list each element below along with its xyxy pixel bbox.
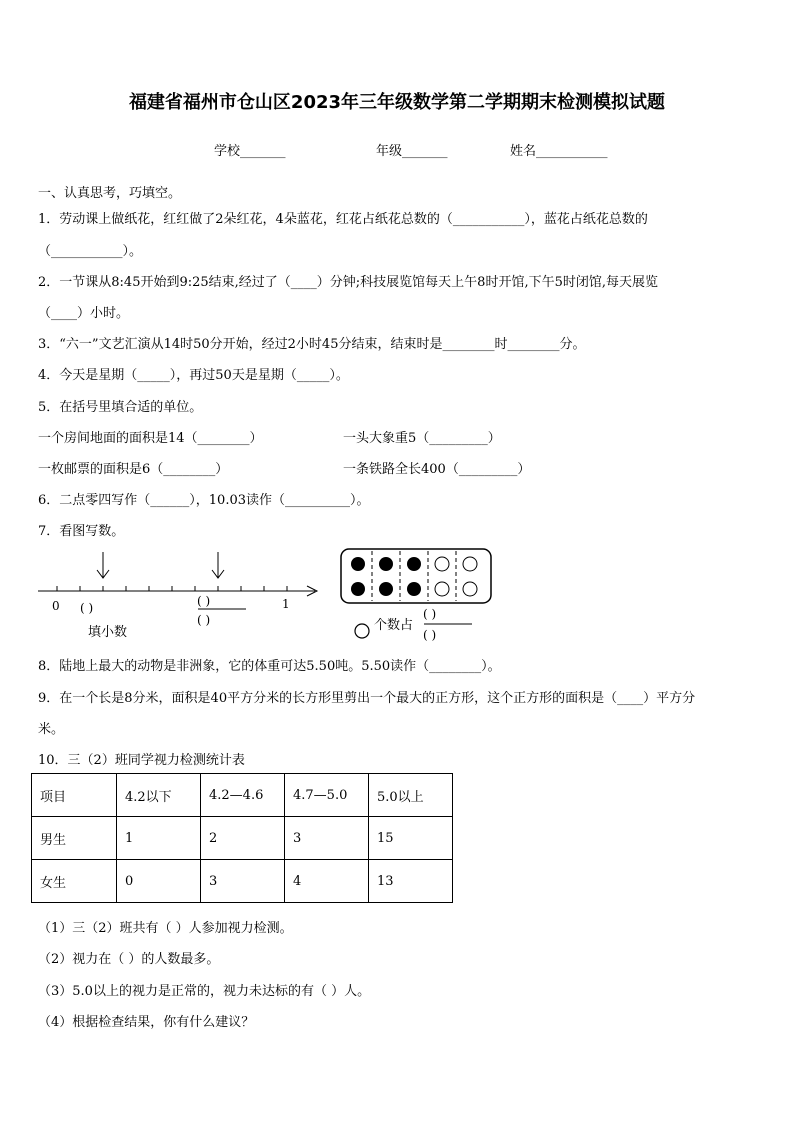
- table-row: [32, 860, 453, 903]
- ratio-denominator-paren: ( ): [423, 628, 437, 642]
- table-cell: 男生: [32, 817, 117, 860]
- question-1-line-2: （___________）。: [38, 244, 143, 259]
- table-cell: 女生: [32, 860, 117, 903]
- count-ratio-label: 个数占: [374, 618, 414, 633]
- table-cell: 2: [201, 817, 285, 860]
- question-6: 6．二点零四写作（______），10.03读作（__________）。: [38, 493, 370, 508]
- question-4: 4．今天是星期（_____），再过50天是星期（_____）。: [38, 368, 349, 383]
- ratio-numerator-paren: ( ): [423, 607, 437, 621]
- question-7: 7．看图写数。: [38, 524, 125, 539]
- table-header-cell: 5.0以上: [369, 774, 453, 817]
- table-cell: 13: [369, 860, 453, 903]
- grade-field: 年级_______: [376, 144, 448, 159]
- question-8: 8．陆地上最大的动物是非洲象，它的体重可达5.50吨。5.50读作（________）。: [38, 659, 501, 674]
- table-header-cell: 项目: [32, 774, 117, 817]
- section-heading: 一、认真思考，巧填空。: [38, 186, 182, 201]
- table-header-cell: 4.2以下: [117, 774, 201, 817]
- question-7-figure: [30, 540, 500, 648]
- table-header-cell: 4.2—4.6: [201, 774, 285, 817]
- tick-label-zero: 0: [52, 599, 60, 613]
- sub-question-3: （3）5.0以上的视力是正常的，视力未达标的有（ ）人。: [38, 984, 371, 999]
- sub-question-1: （1）三（2）班共有（ ）人参加视力检测。: [38, 921, 293, 936]
- school-field: 学校_______: [214, 144, 286, 159]
- table-cell: 0: [117, 860, 201, 903]
- table-header-cell: 4.7—5.0: [285, 774, 369, 817]
- empty-dots: [435, 557, 477, 596]
- table-cell: 15: [369, 817, 453, 860]
- filled-dots: [351, 557, 421, 596]
- question-5-item-c: 一枚邮票的面积是6（________）: [38, 462, 229, 477]
- fraction-numerator-paren: ( ): [197, 594, 211, 608]
- table-cell: 1: [117, 817, 201, 860]
- table-cell: 4: [285, 860, 369, 903]
- question-10: 10．三（2）班同学视力检测统计表: [38, 753, 245, 768]
- table-cell: 3: [285, 817, 369, 860]
- question-3: 3．“六一”文艺汇演从14时50分开始，经过2小时45分结束，结束时是________时________分。: [38, 337, 586, 352]
- sub-question-4: （4）根据检查结果，你有什么建议？: [38, 1015, 255, 1030]
- vision-table: [31, 773, 453, 903]
- page-title: 福建省福州市仓山区2023年三年级数学第二学期期末检测模拟试题: [128, 92, 666, 113]
- name-field: 姓名___________: [510, 144, 608, 159]
- fill-decimal-label: 填小数: [88, 625, 128, 640]
- question-9-line-1: 9．在一个长是8分米，面积是40平方分米的长方形里剪出一个最大的正方形，这个正方形的面积是（____）平方分: [38, 691, 696, 706]
- table-row: [32, 817, 453, 860]
- question-5: 5．在括号里填合适的单位。: [38, 400, 203, 415]
- down-arrow-icon: [212, 552, 224, 578]
- question-1-line-1: 1．劳动课上做纸花，红红做了2朵红花，4朵蓝花，红花占纸花总数的（___________），蓝花占纸花总数的: [38, 212, 648, 227]
- question-5-item-d: 一条铁路全长400（_________）: [343, 462, 531, 477]
- tick-label-one: 1: [282, 597, 290, 611]
- empty-circle-icon: [355, 624, 369, 638]
- question-5-item-a: 一个房间地面的面积是14（________）: [38, 431, 263, 446]
- table-cell: 3: [201, 860, 285, 903]
- number-line-ticks: [57, 586, 287, 591]
- question-2-line-1: 2．一节课从8:45开始到9:25结束,经过了（____）分钟;科技展览馆每天上午8时开馆,下午5时闭馆,每天展览: [38, 275, 658, 290]
- table-header-row: [32, 774, 453, 817]
- question-5-item-b: 一头大象重5（_________）: [343, 431, 501, 446]
- question-9-line-2: 米。: [38, 722, 65, 737]
- answer-paren: ( ): [80, 601, 94, 615]
- down-arrow-icon: [97, 552, 109, 578]
- question-2-line-2: （____）小时。: [38, 306, 130, 321]
- sub-question-2: （2）视力在（ ）的人数最多。: [38, 952, 220, 967]
- fraction-denominator-paren: ( ): [197, 613, 211, 627]
